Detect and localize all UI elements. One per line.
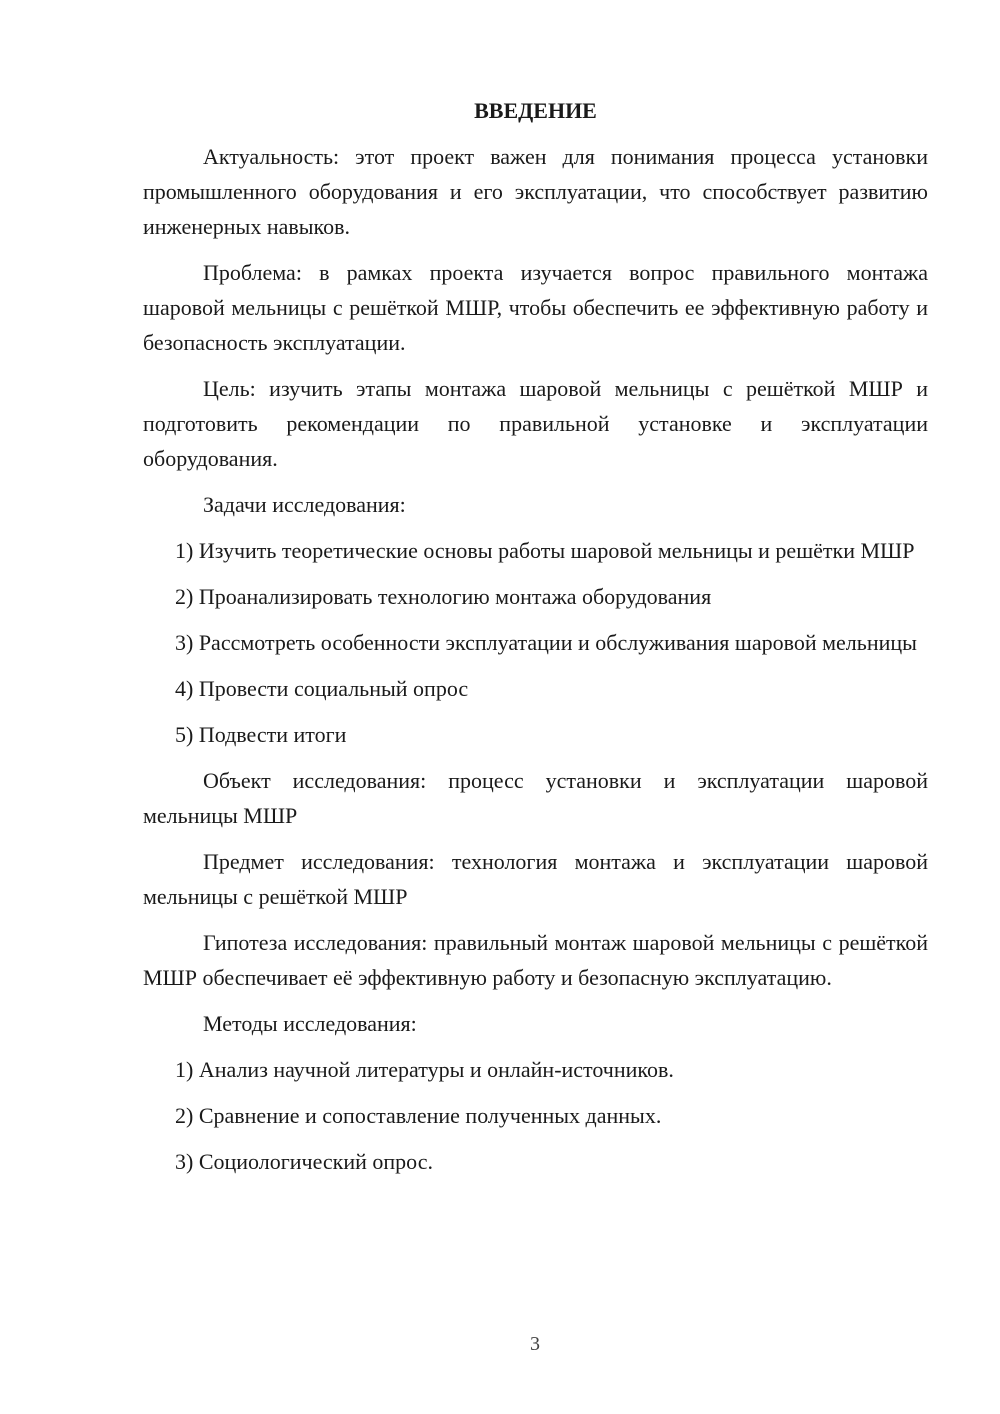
page-content bbox=[143, 93, 928, 1179]
paragraph-relevance: Актуальность: этот проект важен для понимания процесса установки промышленного оборудования и его эксплуатации, что способствует развитию инженерных навыков. bbox=[143, 144, 928, 239]
task-item: 4) Провести социальный опрос bbox=[175, 676, 469, 701]
page-number: 3 bbox=[530, 1333, 540, 1355]
task-item: 2) Проанализировать технологию монтажа оборудования bbox=[175, 584, 712, 609]
paragraph-object: Объект исследования: процесс установки и эксплуатации шаровой мельницы МШР bbox=[143, 768, 928, 828]
paragraph-subject: Предмет исследования: технология монтажа и эксплуатации шаровой мельницы с решёткой МШР bbox=[143, 849, 928, 909]
page-title: ВВЕДЕНИЕ bbox=[474, 98, 597, 123]
paragraph-tasks-heading: Задачи исследования: bbox=[203, 492, 406, 517]
method-item: 1) Анализ научной литературы и онлайн-источников. bbox=[175, 1057, 674, 1082]
paragraph-methods-heading: Методы исследования: bbox=[203, 1011, 417, 1036]
task-item: 5) Подвести итоги bbox=[175, 722, 347, 747]
method-item: 3) Социологический опрос. bbox=[175, 1149, 433, 1174]
paragraph-goal: Цель: изучить этапы монтажа шаровой мельницы с решёткой МШР и подготовить рекомендации по правильной установке и эксплуатации оборудования. bbox=[143, 376, 928, 471]
method-item: 2) Сравнение и сопоставление полученных данных. bbox=[175, 1103, 662, 1128]
task-item: 3) Рассмотреть особенности эксплуатации и обслуживания шаровой мельницы bbox=[175, 630, 917, 655]
paragraph-hypothesis: Гипотеза исследования: правильный монтаж шаровой мельницы с решёткой МШР обеспечивает её эффективную работу и безопасную эксплуатацию. bbox=[143, 930, 928, 990]
paragraph-problem: Проблема: в рамках проекта изучается вопрос правильного монтажа шаровой мельницы с решёткой МШР, чтобы обеспечить ее эффективную работу и безопасность эксплуатации. bbox=[143, 260, 928, 355]
task-item: 1) Изучить теоретические основы работы шаровой мельницы и решётки МШР bbox=[175, 538, 915, 563]
